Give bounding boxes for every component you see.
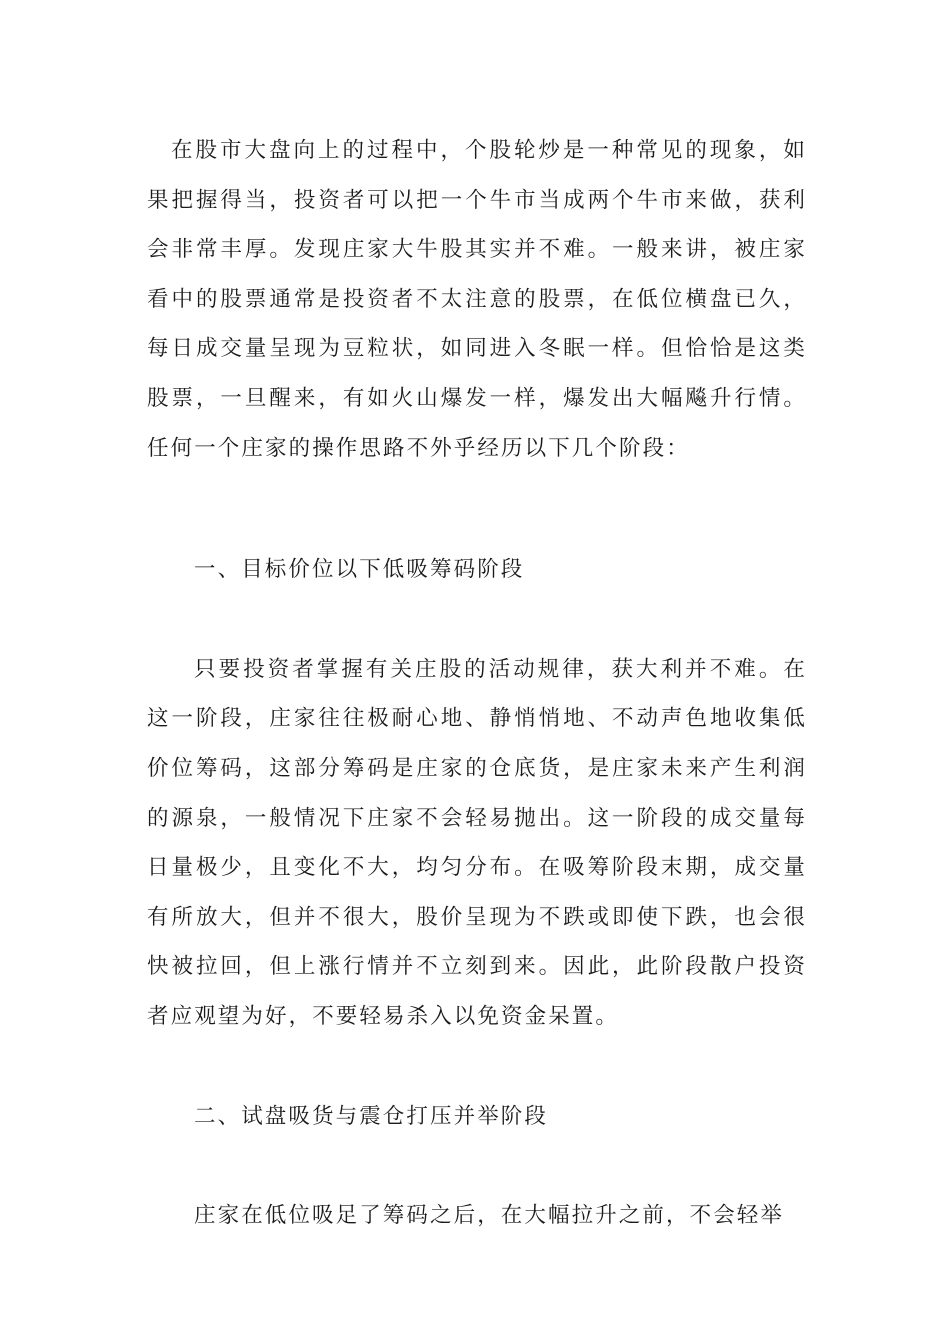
section-body-1: 只要投资者掌握有关庄股的活动规律，获大利并不难。在这一阶段，庄家往往极耐心地、静悄悄地、不动声色地收集低价位筹码，这部分筹码是庄家的仓底货，是庄家未来产生利润的源泉，一般情况下庄家不会轻易抛出。这一阶段的成交量每日量极少，且变化不大，均匀分布。在吸筹阶段末期，成交量有所放大，但并不很大，股价呈现为不跌或即使下跌，也会很快被拉回，但上涨行情并不立刻到来。因此，此阶段散户投资者应观望为好，不要轻易杀入以免资金呆置。 <box>147 656 807 1029</box>
spacer <box>147 595 807 645</box>
document-page <box>147 126 807 1241</box>
section-body-2: 庄家在低位吸足了筹码之后，在大幅拉升之前，不会轻举 <box>194 1203 785 1229</box>
intro-paragraph: 在股市大盘向上的过程中，个股轮炒是一种常见的现象，如果把握得当，投资者可以把一个牛市当成两个牛市来做，获利会非常丰厚。发现庄家大牛股其实并不难。一般来讲，被庄家看中的股票通常是投资者不太注意的股票，在低位横盘已久，每日成交量呈现为豆粒状，如同进入冬眠一样。但恰恰是这类股票，一旦醒来，有如火山爆发一样，爆发出大幅飚升行情。任何一个庄家的操作思路不外乎经历以下几个阶段： <box>147 138 807 461</box>
spacer <box>147 1042 807 1092</box>
spacer <box>147 1141 807 1191</box>
section-heading-2: 二、试盘吸货与震仓打压并举阶段 <box>194 1103 549 1129</box>
spacer <box>147 473 807 545</box>
section-heading-1: 一、目标价位以下低吸筹码阶段 <box>194 557 525 583</box>
